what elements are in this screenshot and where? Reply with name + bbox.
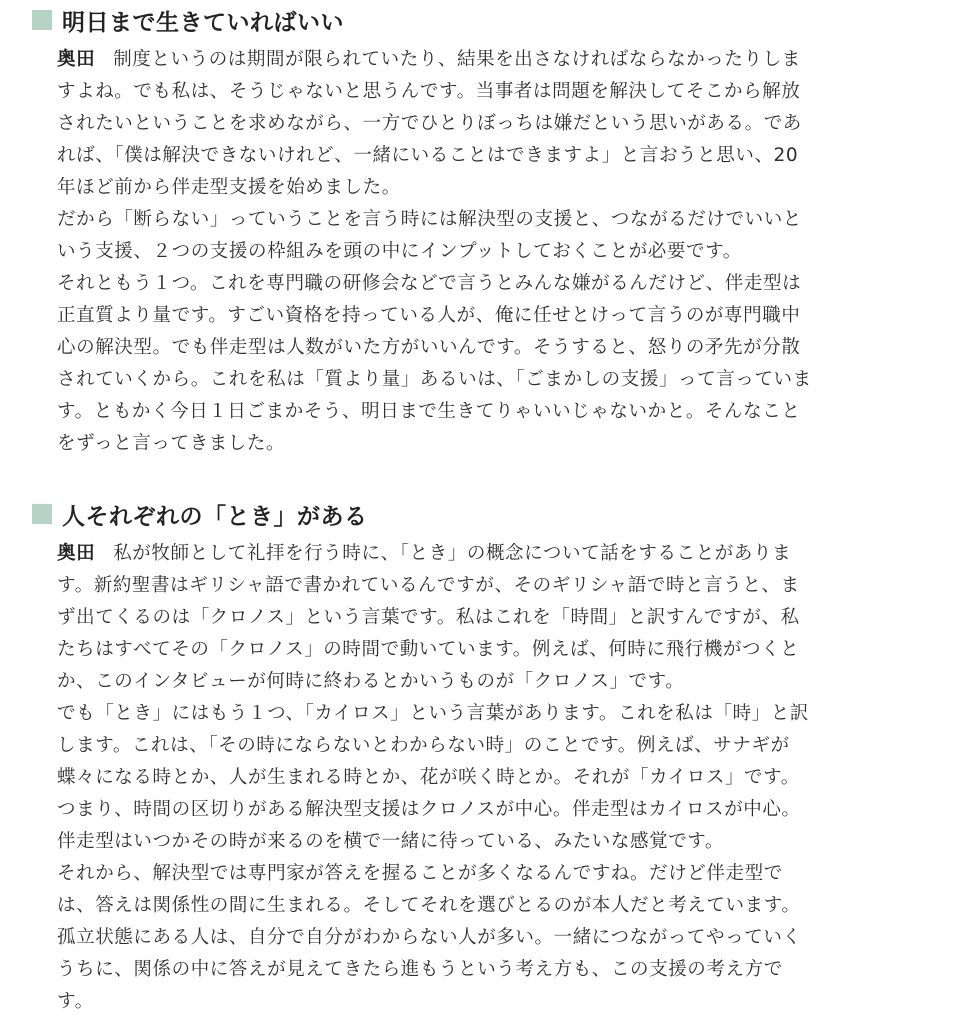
paragraph-line [57, 44, 912, 76]
section-heading [32, 494, 963, 534]
section-heading [32, 0, 963, 40]
paragraph-line: か、このインタビューが何時に終わるとかいうものが「クロノス」です。 [57, 671, 685, 692]
paragraph-line: 正直質より量です。すごい資格を持っている人が、俺に任せとけって言うのが専門職中 [57, 305, 801, 326]
paragraph-line: たちはすべてその「クロノス」の時間で動いています。例えば、何時に飛行機がつくと [57, 639, 800, 660]
paragraph-line: 心の解決型。でも伴走型は人数がいた方がいいんです。そうすると、怒りの矛先が分散 [57, 337, 801, 358]
section-body [57, 44, 912, 460]
paragraph-line: されていくから。これを私は「質より量」あるいは、「ごまかしの支援」って言っていま [57, 369, 812, 390]
line-text: 私が牧師として礼拝を行う時に、「とき」の概念について話をすることがありま [113, 543, 792, 564]
section-kairos [0, 494, 963, 1018]
section-tomorrow [0, 0, 963, 460]
heading-text: 明日まで生きていればいい [62, 9, 344, 36]
paragraph-line: でも「とき」にはもう１つ、「カイロス」という言葉があります。これを私は「時」と訳 [57, 703, 809, 724]
heading-text: 人それぞれの「とき」がある [62, 503, 368, 530]
paragraph-line: それともう１つ。これを専門職の研修会などで言うとみんな嫌がるんだけど、伴走型は [57, 273, 802, 294]
paragraph-line: 年ほど前から伴走型支援を始めました。 [57, 177, 401, 198]
paragraph-line: す。新約聖書はギリシャ語で書かれているんですが、そのギリシャ語で時と言うと、ま [57, 575, 800, 596]
paragraph-line: されたいということを求めながら、一方でひとりぼっちは嫌だという思いがある。であ [57, 113, 802, 134]
paragraph-line: は、答えは関係性の間に生まれる。そしてそれを選びとるのが本人だと考えています。 [57, 895, 801, 916]
paragraph-line [57, 538, 912, 570]
heading-square-icon [32, 504, 52, 524]
paragraph-line: をずっと言ってきました。 [57, 433, 286, 454]
section-body [57, 538, 912, 1018]
paragraph-line: すよね。でも私は、そうじゃないと思うんです。当事者は問題を解決してそこから解放 [57, 81, 801, 102]
paragraph-line: 孤立状態にある人は、自分で自分がわからない人が多い。一緒につながってやっていく [57, 927, 802, 948]
paragraph-line: す。ともかく今日１日ごまかそう、明日まで生きてりゃいいじゃないかと。そんなこと [57, 401, 801, 422]
paragraph-line: つまり、時間の区切りがある解決型支援はクロノスが中心。伴走型はカイロスが中心。 [57, 799, 801, 820]
paragraph-line: うちに、関係の中に答えが見えてきたら進もうという考え方も、この支援の考え方で [57, 959, 783, 980]
paragraph-line: いう支援、２つの支援の枠組みを頭の中にインプットしておくことが必要です。 [57, 241, 742, 262]
paragraph-line: ず出てくるのは「クロノス」という言葉です。私はこれを「時間」と訳すんですが、私 [57, 607, 800, 628]
paragraph-line: れば、「僕は解決できないけれど、一緒にいることはできますよ」と言おうと思い、20 [57, 145, 799, 166]
speaker-name: 奥田 [57, 543, 96, 564]
speaker-name: 奥田 [57, 49, 96, 70]
heading-square-icon [32, 10, 52, 30]
paragraph-line: それから、解決型では専門家が答えを握ることが多くなるんですね。だけど伴走型で [57, 863, 783, 884]
paragraph-line: す。 [57, 991, 94, 1012]
paragraph-line: します。これは、「その時にならないとわからない時」のことです。例えば、サナギが [57, 735, 790, 756]
line-text: 制度というのは期間が限られていたり、結果を出さなければならなかったりしま [113, 49, 801, 70]
paragraph-line: だから「断らない」っていうことを言う時には解決型の支援と、つながるだけでいいと [57, 209, 802, 230]
paragraph-line: 伴走型はいつかその時が来るのを横で一緒に待っている、みたいな感覚です。 [57, 831, 725, 852]
paragraph-line: 蝶々になる時とか、人が生まれる時とか、花が咲く時とか。それが「カイロス」です。 [57, 767, 800, 788]
